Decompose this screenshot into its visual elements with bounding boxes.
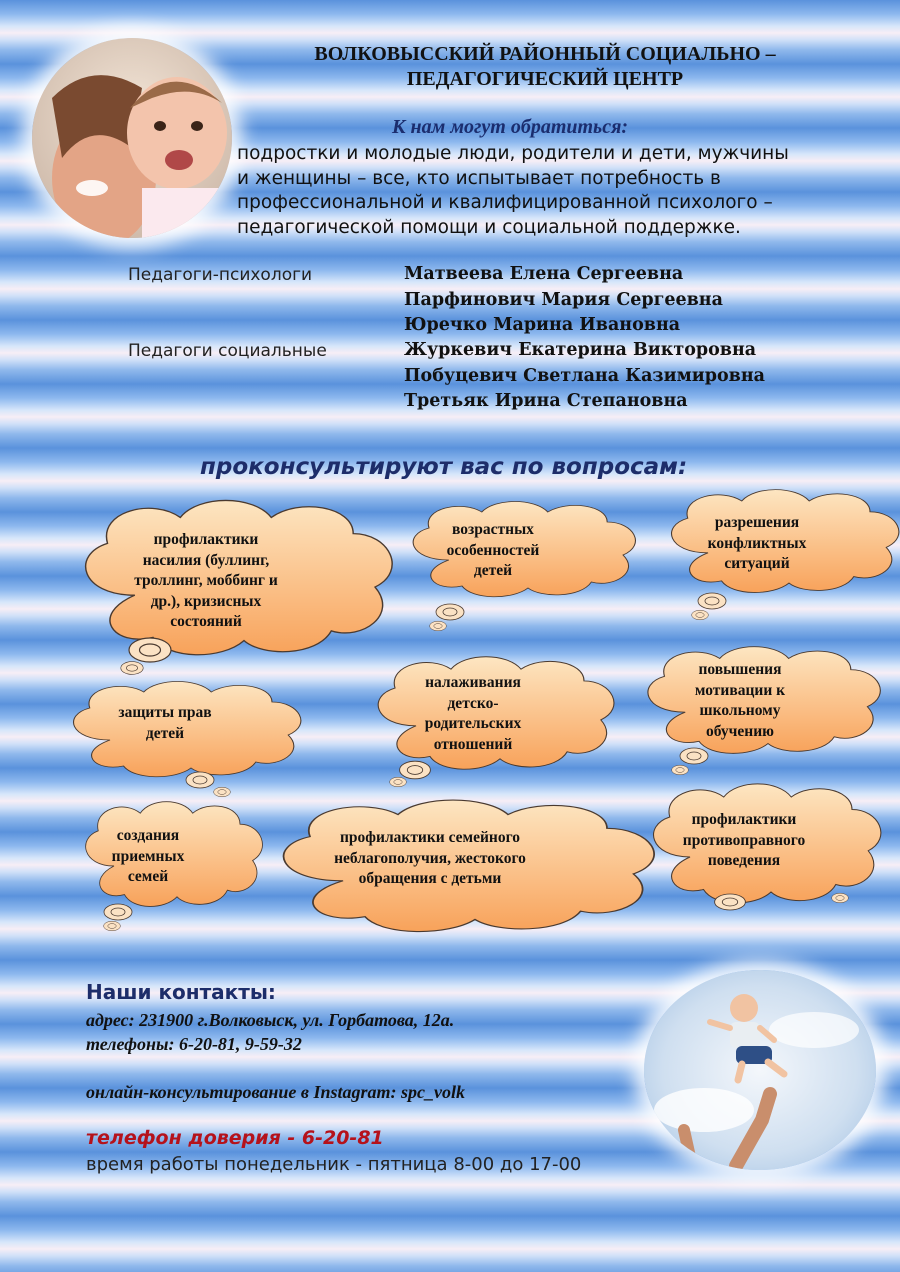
child-sky-photo	[644, 970, 876, 1170]
topic-family-dysfunction: профилактики семейного неблагополучия, жестокого обращения с детьми	[334, 829, 526, 887]
topic-child-rights: защиты прав детей	[118, 704, 212, 742]
staff-name: Побуцевич Светлана Казимировна	[404, 366, 765, 386]
intro-text: подростки и молодые люди, родители и дети, мужчины и женщины – все, кто испытывает потребность в профессиональной и квалифицированной психолого – педагогической помощи и социальной поддержке.	[237, 143, 789, 238]
consult-heading: проконсультируют вас по вопросам:	[200, 454, 688, 480]
working-hours: время работы понедельник - пятница 8-00 до 17-00	[86, 1154, 582, 1175]
topic-conflict-resolution: разрешения конфликтных ситуаций	[707, 514, 807, 572]
topic-school-motivation: повышения мотивации к школьному обучению	[694, 661, 786, 740]
staff-name: Журкевич Екатерина Викторовна	[404, 340, 757, 360]
social-label: Педагоги социальные	[128, 341, 327, 361]
hotline-text[interactable]: телефон доверия - 6-20-81	[86, 1127, 384, 1149]
phones-text: телефоны: 6-20-81, 9-59-32	[86, 1034, 302, 1054]
topic-parent-child-relations: налаживания детско- родительских отношений	[424, 674, 522, 753]
topic-violence-prevention: профилактики насилия (буллинг, троллинг, моббинг и др.), кризисных состояний	[134, 531, 278, 630]
staff-name: Третьяк Ирина Степановна	[404, 391, 688, 411]
staff-name: Юречко Марина Ивановна	[404, 315, 681, 335]
contacts-heading: Наши контакты:	[86, 980, 276, 1004]
instagram-text[interactable]: онлайн-консультирование в Instagram: spc_volk	[86, 1082, 465, 1102]
topic-foster-families: создания приемных семей	[111, 827, 185, 885]
page-title: ВОЛКОВЫССКИЙ РАЙОННЫЙ СОЦИАЛЬНО – ПЕДАГОГИЧЕСКИЙ ЦЕНТР	[314, 43, 776, 90]
audience-heading: К нам могут обратиться:	[391, 116, 629, 138]
staff-name: Матвеева Елена Сергеевна	[404, 264, 684, 284]
address-text: адрес: 231900 г.Волковыск, ул. Горбатова, 12а.	[86, 1010, 455, 1030]
staff-name: Парфинович Мария Сергеевна	[404, 290, 723, 310]
topic-age-features: возрастных особенностей детей	[446, 521, 540, 579]
topic-delinquency-prevention: профилактики противоправного поведения	[682, 811, 806, 869]
psychologists-label: Педагоги-психологи	[128, 265, 313, 285]
